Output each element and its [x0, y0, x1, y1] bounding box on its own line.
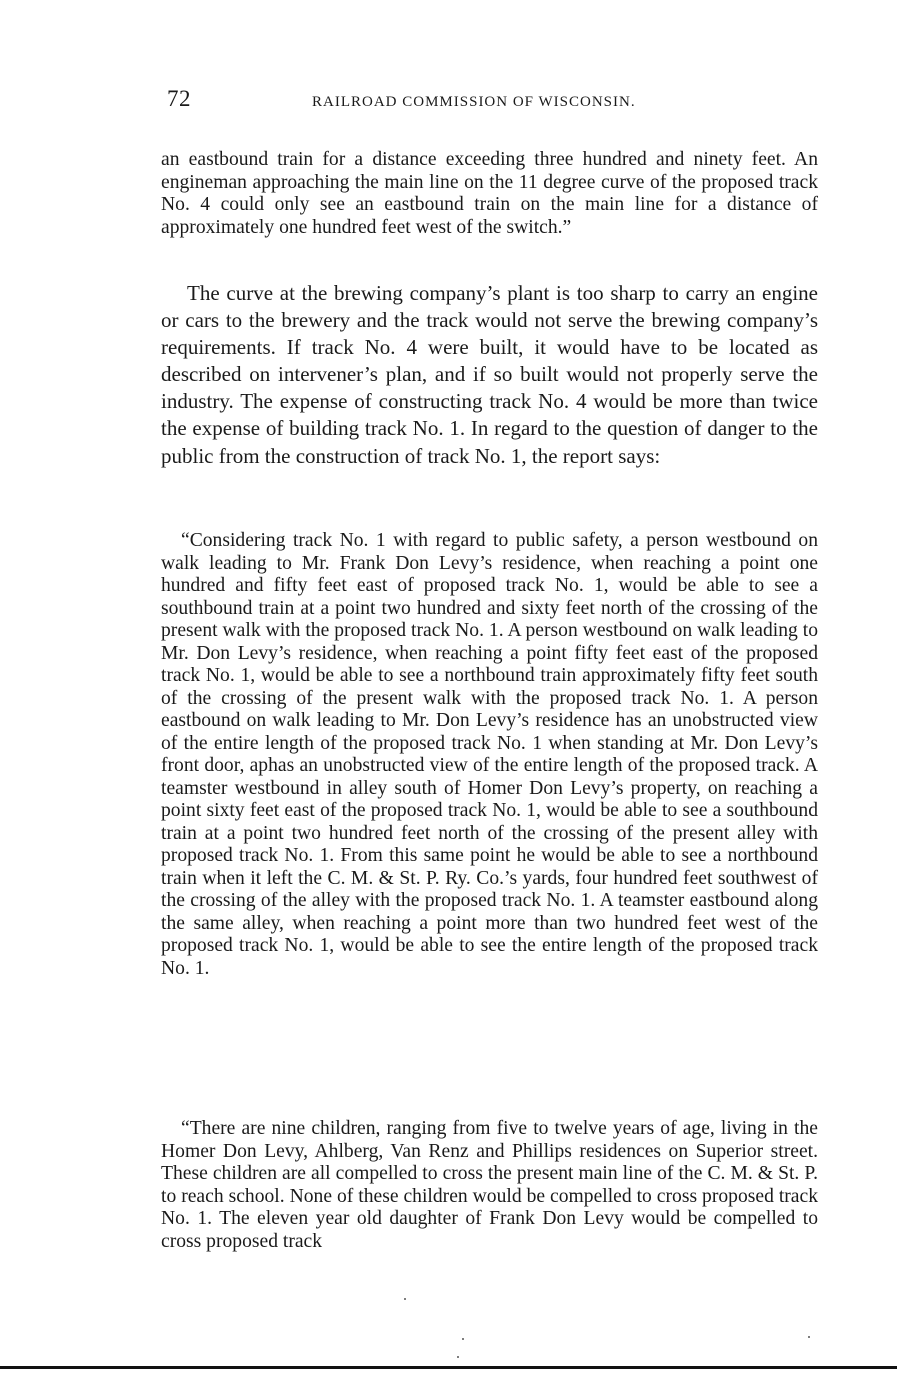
scan-speck: [808, 1336, 810, 1338]
scan-speck: [457, 1356, 459, 1358]
scan-speck: [462, 1338, 464, 1340]
scan-edge: [0, 1366, 897, 1369]
quoted-paragraph: “There are nine children, ranging from five to twelve years of age, living in the Homer Don Levy, Ahlberg, Van Renz and Phillips residences on Superior street. These children are all compelled to cross the present main line of the C. M. & St. P. to reach school. None of these children would be compelled to cross proposed track No. 1. The eleven year old daughter of Frank Don Levy would be compelled to cross proposed track: [161, 1118, 818, 1252]
body-paragraph: The curve at the brewing company’s plant is too sharp to carry an engine or cars to the brewery and the track would not serve the brewing company’s requirements. If track No. 4 were built, it would have to be located as described on intervener’s plan, and if so built would not properly serve the industry. The expense of constructing track No. 4 would be more than twice the expense of building track No. 1. In regard to the question of danger to the public from the construction of track No. 1, the report says:: [161, 281, 818, 468]
running-head: RAILROAD COMMISSION OF WISCONSIN.: [312, 94, 636, 110]
scan-speck: [404, 1298, 406, 1300]
quoted-paragraph-continuation: an eastbound train for a distance exceeding three hundred and ninety feet. An engineman approaching the main line on the 11 degree curve of the proposed track No. 4 could only see an eastbound train on the main line for a distance of approximately one hundred feet west of the switch.”: [161, 149, 818, 238]
page-number: 72: [167, 86, 191, 111]
quoted-paragraph: “Considering track No. 1 with regard to public safety, a person westbound on walk leading to Mr. Frank Don Levy’s residence, when reaching a point one hundred and fifty feet east of proposed track No. 1, would be able to see a southbound train at a point two hundred and sixty feet north of the crossing of the present walk with the proposed track No. 1. A person westbound on walk leading to Mr. Don Levy’s residence, when reaching a point fifty feet east of the proposed track No. 1, would be able to see a northbound train approximately fifty feet south of the crossing of the present walk with the proposed track No. 1. A person eastbound on walk leading to Mr. Don Levy’s residence has an unobstructed view of the entire length of the proposed track No. 1 when standing at Mr. Don Levy’s front door, aphas an unobstructed view of the entire length of the proposed track. A teamster westbound in alley south of Homer Don Levy’s property, on reaching a point sixty feet east of the proposed track No. 1, would be able to see a southbound train at a point two hundred feet north of the crossing of the present alley with proposed track No. 1. From this same point he would be able to see a northbound train when it left the C. M. & St. P. Ry. Co.’s yards, four hundred feet southwest of the crossing of the alley with the proposed track No. 1. A teamster eastbound along the same alley, when reaching a point more than two hundred feet west of the proposed track No. 1, would be able to see the entire length of the proposed track No. 1.: [161, 530, 818, 979]
